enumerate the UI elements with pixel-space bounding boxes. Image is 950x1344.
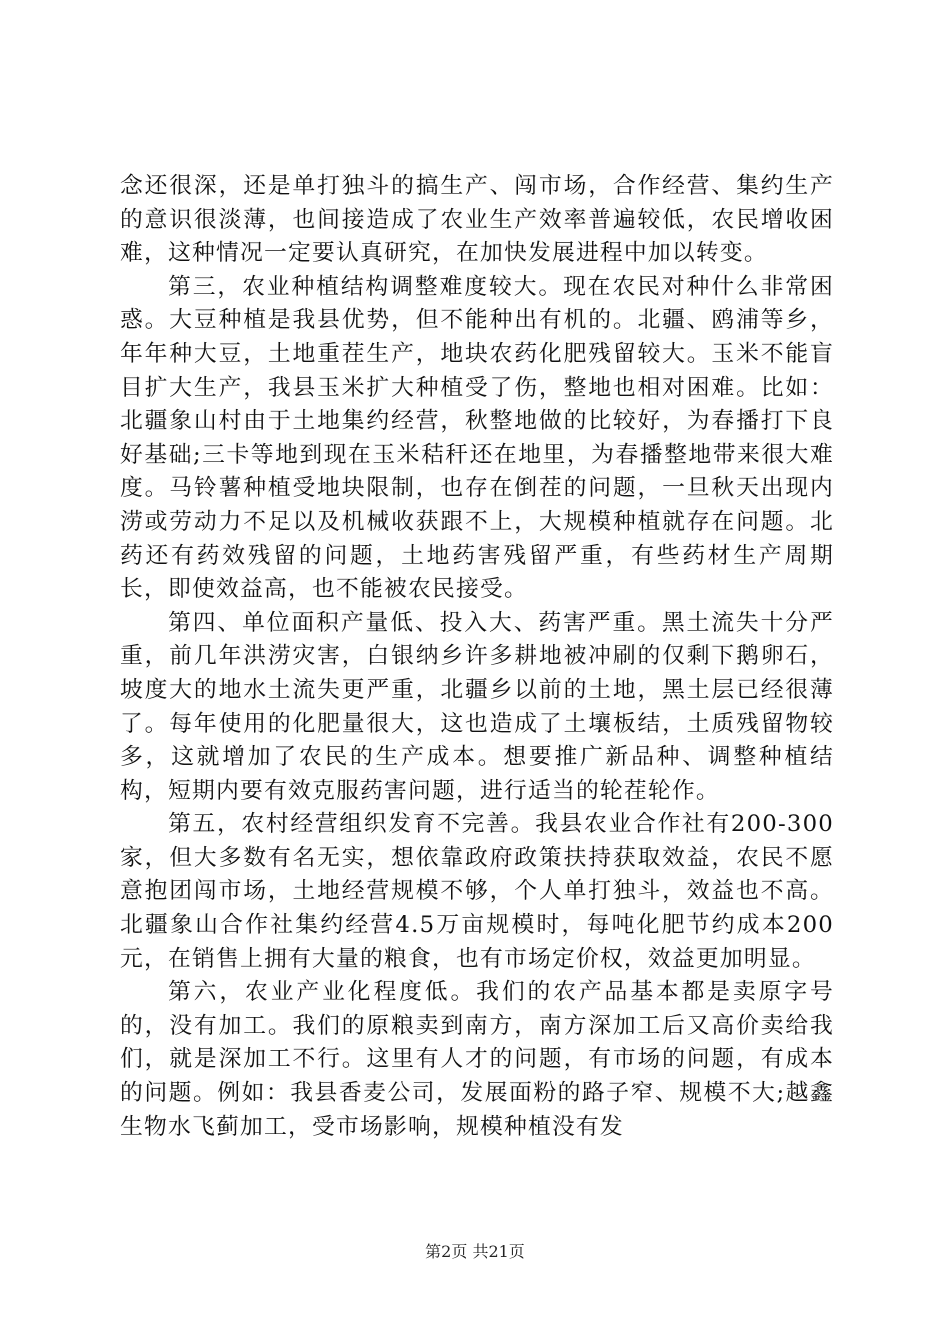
paragraph-point-six: 第六，农业产业化程度低。我们的农产品基本都是卖原字号的，没有加工。我们的原粮卖到南方，南方深加工后又高价卖给我们，就是深加工不行。这里有人才的问题，有市场的问题，有成本的问题。例如：我县香麦公司，发展面粉的路子窄、规模不大;越鑫生物水飞蓟加工，受市场影响，规模种植没有发 — [120, 979, 834, 1140]
paragraph-point-four: 第四、单位面积产量低、投入大、药害严重。黑土流失十分严重，前几年洪涝灾害，白银纳乡许多耕地被冲刷的仅剩下鹅卵石，坡度大的地水土流失更严重，北疆乡以前的土地，黑土层已经很薄了。每年使用的化肥量很大，这也造成了土壤板结，土质残留物较多，这就增加了农民的生产成本。想要推广新品种、调整种植结构，短期内要有效克服药害问题，进行适当的轮茬轮作。 — [120, 609, 834, 804]
paragraph-point-three: 第三，农业种植结构调整难度较大。现在农民对种什么非常困惑。大豆种植是我县优势，但不能种出有机的。北疆、鸥浦等乡，年年种大豆，土地重茬生产，地块农药化肥残留较大。玉米不能盲目扩大生产，我县玉米扩大种植受了伤，整地也相对困难。比如：北疆象山村由于土地集约经营，秋整地做的比较好，为春播打下良好基础;三卡等地到现在玉米秸秆还在地里，为春播整地带来很大难度。马铃薯种植受地块限制，也存在倒茬的问题，一旦秋天出现内涝或劳动力不足以及机械收获跟不上，大规模种植就存在问题。北药还有药效残留的问题，土地药害残留严重，有些药材生产周期长，即使效益高，也不能被农民接受。 — [120, 273, 834, 603]
body-text — [120, 170, 834, 1144]
paragraph-point-five: 第五，农村经营组织发育不完善。我县农业合作社有200-300家，但大多数有名无实，想依靠政府政策扶持获取效益，农民不愿意抱团闯市场，土地经营规模不够，个人单打独斗，效益也不高。北疆象山合作社集约经营4.5万亩规模时，每吨化肥节约成本200元，在销售上拥有大量的粮食，也有市场定价权，效益更加明显。 — [120, 811, 834, 972]
paragraph-continuation: 念还很深，还是单打独斗的搞生产、闯市场，合作经营、集约生产的意识很淡薄，也间接造成了农业生产效率普遍较低，农民增收困难，这种情况一定要认真研究，在加快发展进程中加以转变。 — [120, 173, 834, 267]
page-footer: 第2页 共21页 — [425, 1242, 525, 1261]
